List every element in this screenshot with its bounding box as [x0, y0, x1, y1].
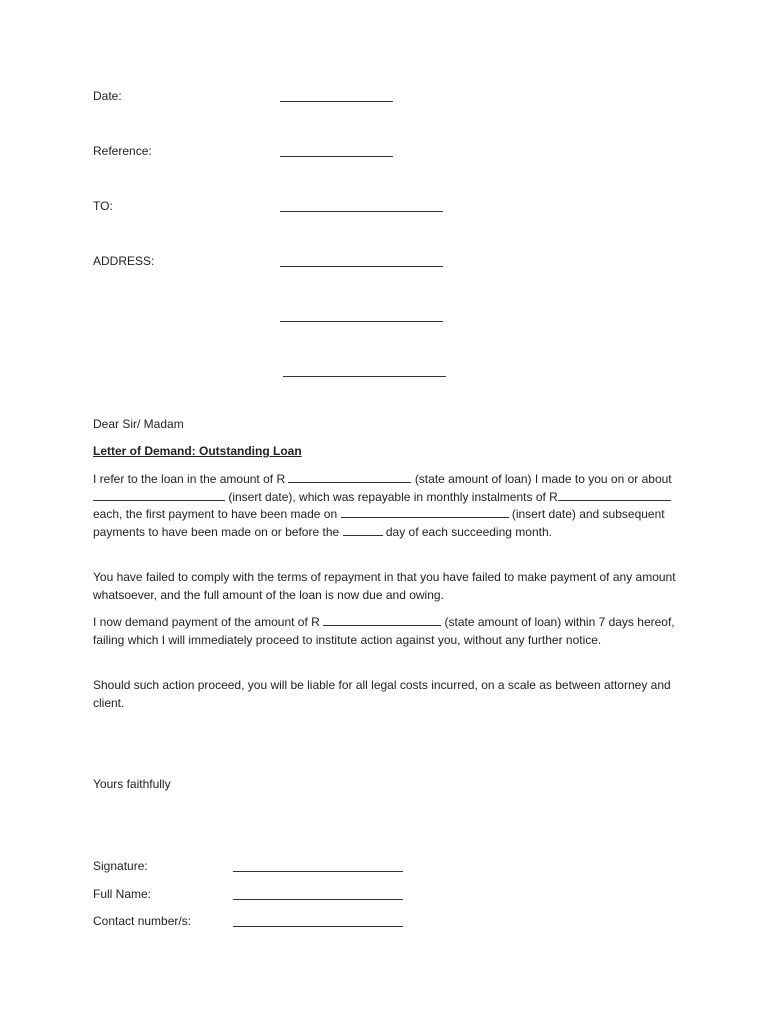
reference-label: Reference: — [93, 144, 152, 158]
to-label: TO: — [93, 199, 113, 213]
paragraph1-text-3: (insert date), which was repayable in monthly instalments of R — [228, 489, 558, 504]
demand-amount-blank[interactable] — [323, 614, 441, 626]
paragraph1-text-2: (state amount of loan) I made to you on or about — [414, 472, 672, 486]
signature-blank-line[interactable] — [233, 871, 403, 872]
contact-number-label: Contact number/s: — [93, 914, 192, 928]
address-blank-line-1[interactable] — [280, 266, 443, 267]
paragraph1-text-6: day of each succeeding month. — [385, 524, 552, 539]
address-blank-line-3[interactable] — [283, 376, 446, 377]
paragraph1-text-4: each, the first payment to have been made on — [93, 507, 338, 522]
first-payment-date-blank[interactable] — [341, 506, 509, 518]
paragraph-failure-to-pay: You have failed to comply with the terms of repayment in that you have failed to make payment of any amount whatsoever, and the full amount of the loan is now due and owing. — [93, 570, 676, 602]
paragraph-demand — [93, 614, 678, 649]
to-blank-line[interactable] — [280, 211, 443, 212]
paragraph1-text-1: I refer to the loan in the amount of R — [93, 472, 286, 486]
address-blank-line-2[interactable] — [280, 321, 443, 322]
full-name-blank-line[interactable] — [233, 899, 403, 900]
reference-blank-line[interactable] — [280, 156, 393, 157]
loan-date-blank[interactable] — [93, 489, 225, 501]
instalment-amount-blank[interactable] — [558, 489, 671, 501]
paragraph3-text-1: I now demand payment of the amount of R — [93, 615, 320, 629]
date-label: Date: — [93, 89, 122, 103]
paragraph-loan-details — [93, 471, 678, 541]
letter-title: Letter of Demand: Outstanding Loan — [93, 444, 302, 458]
payment-day-blank[interactable] — [343, 524, 383, 536]
contact-number-blank-line[interactable] — [233, 926, 403, 927]
salutation: Dear Sir/ Madam — [93, 417, 184, 431]
date-blank-line[interactable] — [280, 101, 393, 102]
loan-amount-blank[interactable] — [288, 471, 411, 483]
signature-label: Signature: — [93, 859, 148, 873]
full-name-label: Full Name: — [93, 887, 152, 901]
paragraph-legal-costs: Should such action proceed, you will be liable for all legal costs incurred, on a scale as between attorney and client. — [93, 678, 671, 710]
closing: Yours faithfully — [93, 777, 171, 791]
address-label: ADDRESS: — [93, 254, 155, 268]
paragraph3-text-2: (state amount of loan) within 7 days hereof, failing which I will immediately proceed to institute action against you, without any further notice. — [93, 615, 675, 647]
paragraph1-text-5: (insert date) and subsequent payments to have been made on or before the — [93, 507, 665, 539]
